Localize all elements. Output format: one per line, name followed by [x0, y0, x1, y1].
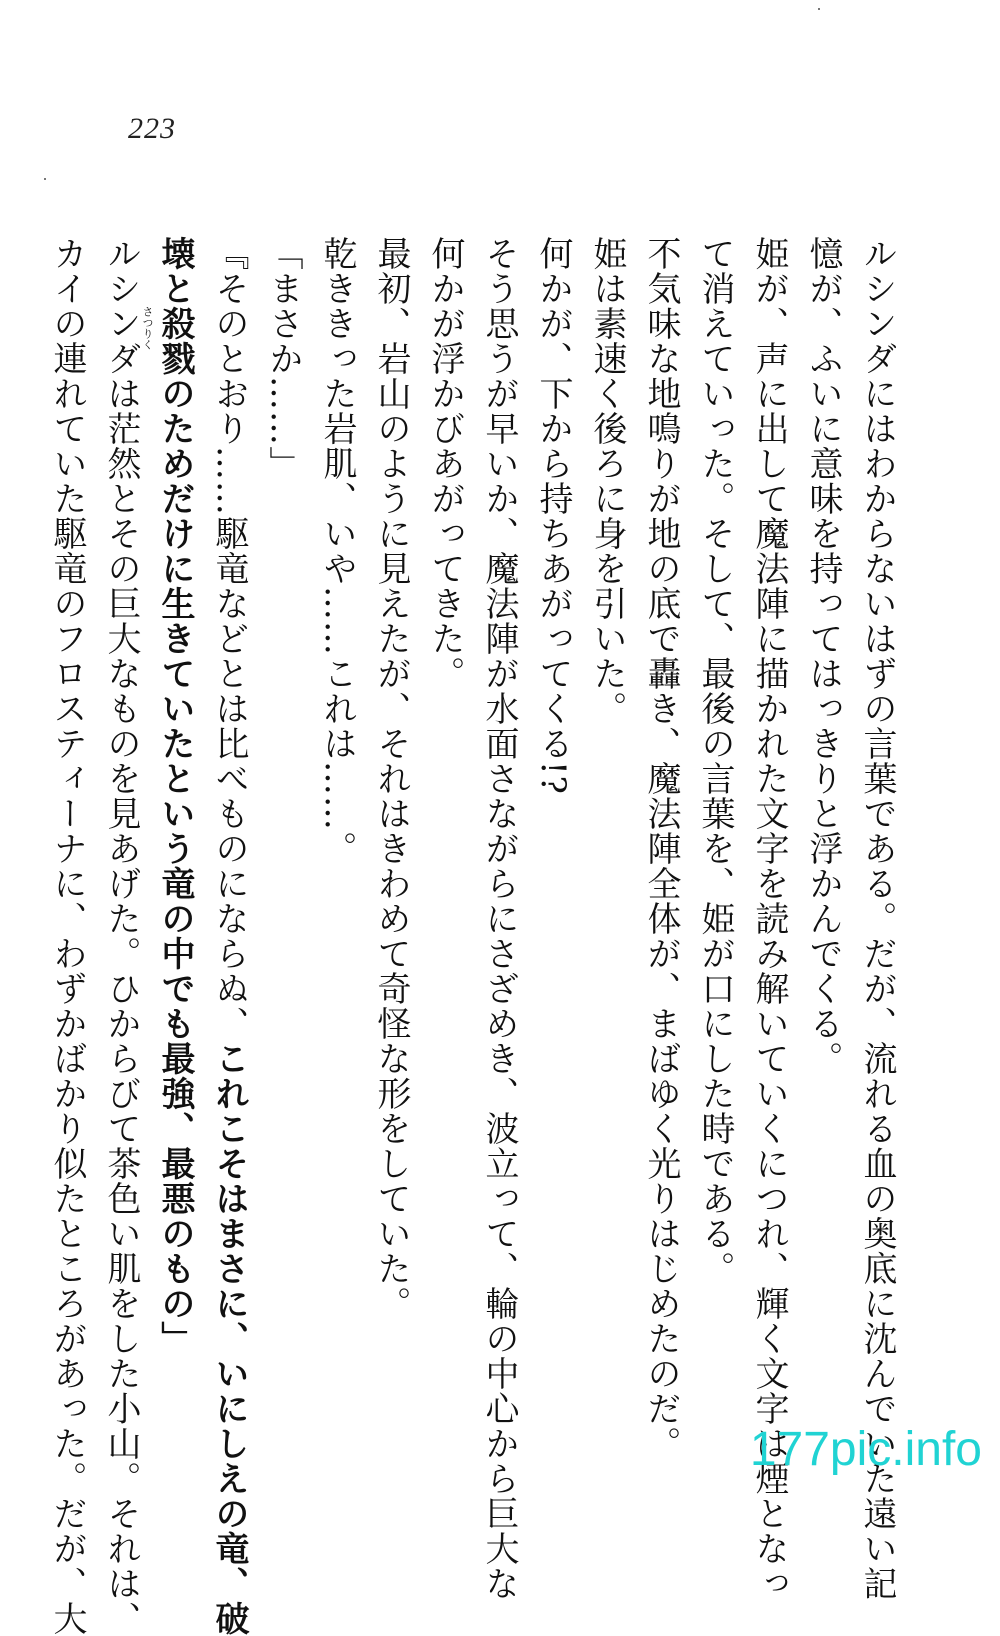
text-line: 何かが、下から持ちあがってくる!? [533, 236, 573, 795]
page-number: 223 [128, 112, 176, 145]
ruby-word [141, 306, 195, 376]
scan-speck [818, 8, 820, 10]
quote-part-normal: 『そのとおり……駆竜などとは比べものにならぬ、 [209, 236, 249, 1041]
text-line: ルシンダにはわからないはずの言葉である。だが、流れる血の奥底に沈んでいた遠い記 [857, 236, 897, 1601]
quote-line-1 [202, 236, 256, 1636]
quote-line-2-rest: のためだけに生きていたという竜の中でも最強、最悪のもの」 [155, 376, 195, 1356]
text-line: 不気味な地鳴りが地の底で轟き、魔法陣全体が、まばゆく光りはじめたのだ。 [641, 236, 681, 1461]
text-line: そう思うが早いか、魔法陣が水面さながらにさざめき、波立って、輪の中心から巨大な [479, 236, 519, 1601]
text-line: 姫が、声に出して魔法陣に描かれた文字を読み解いていくにつれ、輝く文字は煙となっ [749, 236, 789, 1601]
quote-line-2 [141, 236, 202, 1396]
text-line: 最初、岩山のように見えたが、それはきわめて奇怪な形をしていた。 [371, 236, 411, 1321]
quote-part-bold: これこそはまさに、いにしえの竜、破 [209, 1041, 249, 1636]
text-line: 何かが浮かびあがってきた。 [425, 236, 465, 691]
text-line: ルシンダは茫然とその巨大なものを見あげた。ひからびて茶色い肌をした小山。それは、 [101, 236, 141, 1636]
text-line: 姫は素速く後ろに身を引いた。 [587, 236, 627, 726]
watermark: 177pic.info [749, 1423, 982, 1476]
text-line: 乾ききった岩肌、いや……これは……。 [317, 236, 357, 866]
text-line: 「まさか……」 [263, 236, 303, 481]
text-line: て消えていった。そして、最後の言葉を、姫が口にした時である。 [695, 236, 735, 1286]
text-line: 憶が、ふいに意味を持ってはっきりと浮かんでくる。 [803, 236, 843, 1076]
text-line: カイの連れていた駆竜のフロスティーナに、わずかばかり似たところがあった。だが、大 [47, 236, 87, 1636]
ruby-reading: さつりく [141, 306, 154, 350]
scan-speck [44, 178, 46, 180]
quote-line-2-prefix: 壊と [155, 236, 195, 306]
ruby-base: 殺戮 [155, 306, 195, 376]
